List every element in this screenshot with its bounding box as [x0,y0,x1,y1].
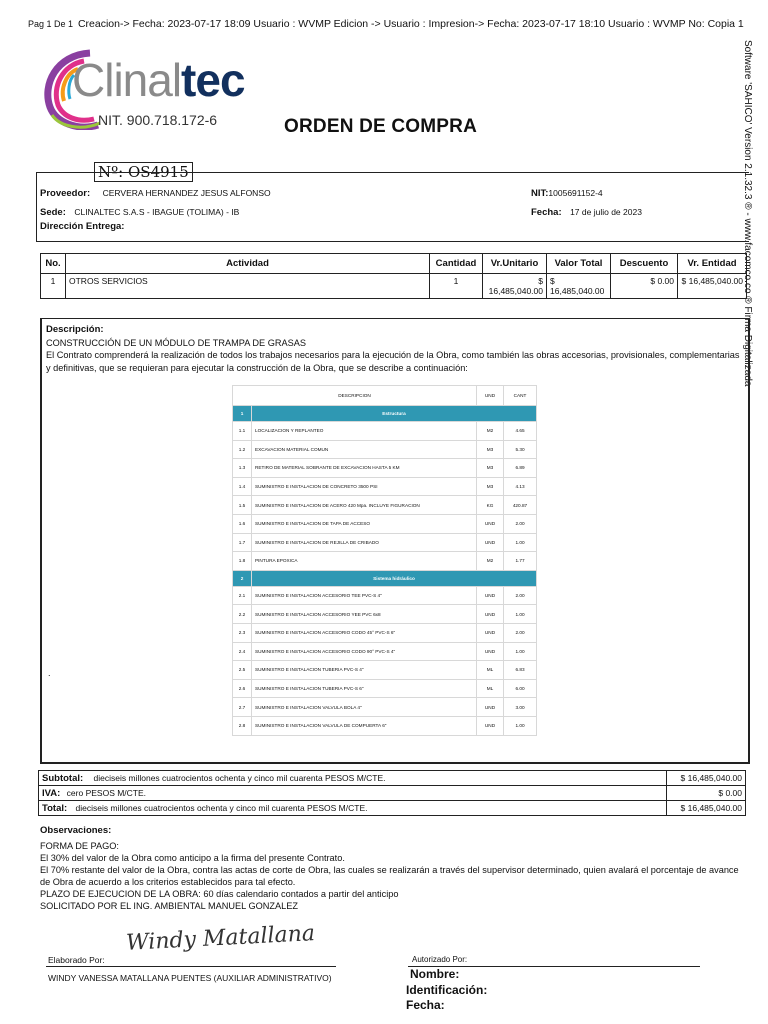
nit-row [531,183,603,201]
item-unit: M3 [477,459,504,478]
fecha-value: 17 de julio de 2023 [570,207,642,217]
item-unit: ML [477,679,504,698]
subtotal-label: Subtotal: [42,772,84,784]
description-line2: El Contrato comprenderá la realización de todos los trabajos necesarios para la ejecución de la Obra, como también las obras accesorias, provisionales, complementarias y definitivas, que se requieran para ejecutar la construcción de la Obra, que se describe a continuación: [46,350,740,373]
company-nit: NIT. 900.718.172-6 [98,112,218,128]
obs-line: PLAZO DE EJECUCION DE LA OBRA: 60 días calendario contados a partir del anticipo [40,889,399,899]
item-code: 2.7 [233,698,252,717]
page-indicator: Pag 1 De 1 [28,19,74,29]
col-vr-unitario: Vr.Unitario [483,254,547,274]
section-title: Sistema hidráulico [252,570,537,586]
order-number: Nº: OS4915 [94,162,193,182]
item-unit: UND [477,642,504,661]
totals-table [38,770,746,816]
obs-line: SOLICITADO POR EL ING. AMBIENTAL MANUEL GONZALEZ [40,901,298,911]
description-line1: CONSTRUCCIÓN DE UN MÓDULO DE TRAMPA DE GRASAS [46,337,307,348]
elaborado-label: Elaborado Por: [48,955,105,965]
table-row [233,552,537,571]
item-description: SUMINISTRO E INSTALACION VALVULA BOLA 4" [252,698,477,717]
cell: $ 0.00 [611,274,678,299]
item-unit: UND [477,514,504,533]
item-unit: UND [477,605,504,624]
item-code: 2.1 [233,586,252,605]
autorizado-label: Autorizado Por: [412,955,468,964]
item-description: PINTURA EPOXICA [252,552,477,571]
audit-line: Creacion-> Fecha: 2023-07-17 18:09 Usuario : WVMP Edicion -> Usuario : Impresion-> Fecha: 2023-07-17 18:10 Usuario : WVMP No: Copia 1 [77,18,744,30]
cell: 1 [41,274,66,299]
item-code: 1.7 [233,533,252,552]
dot-mark: . [48,668,51,678]
item-description: SUMINISTRO E INSTALACION TUBERIA PVC-S 4" [252,661,477,680]
direccion-label: Dirección Entrega: [40,221,125,232]
budget-section-row [233,570,537,586]
total-amount: $ 16,485,040.00 [667,801,746,816]
item-qty: 6.83 [504,661,537,680]
col-descuento: Descuento [611,254,678,274]
nombre-label: Nombre: [410,967,460,981]
sede-label: Sede: [40,207,66,218]
obs-line: FORMA DE PAGO: [40,841,119,851]
provider-label: Proveedor: [40,188,91,199]
item-qty: 420.87 [504,496,537,515]
item-unit: UND [477,586,504,605]
item-description: SUMINISTRO E INSTALACION DE ACERO 420 Mpa. INCLUYE FIGURACION [252,496,477,515]
nit-value: 1005691152-4 [548,188,603,198]
item-unit: KG [477,496,504,515]
table-row [233,642,537,661]
section-title: Estructura [252,406,537,422]
item-code: 2.2 [233,605,252,624]
fecha-row [531,202,642,220]
budget-col-desc: DESCRIPCION [233,386,477,406]
fecha-label: Fecha: [531,207,562,218]
side-software-text: Software 'SAHICO' Version 2.1.32.3 ® - www.facomco.co ® Firma Digitalizada [742,40,753,387]
item-description: SUMINISTRO E INSTALACION DE CONCRETO 3500 PSI [252,477,477,496]
item-description: EXCAVACION MATERIAL COMUN [252,440,477,459]
item-qty: 3.00 [504,698,537,717]
print-header [28,18,744,30]
item-code: 2.5 [233,661,252,680]
table-row [233,661,537,680]
item-qty: 6.89 [504,459,537,478]
iva-label: IVA: [42,787,61,799]
item-qty: 2.00 [504,623,537,642]
subtotal-row [39,771,746,786]
item-unit: ML [477,661,504,680]
cell: $ 16,485,040.00 [678,274,747,299]
item-unit: M3 [477,477,504,496]
obs-line: El 70% restante del valor de la Obra, contra las actas de corte de Obra, las cuales se realizarán a través del supervisor determinado, quien avalará el porcentaje de avance de Obra de acuerdo a los criterios establecidos para tal efecto. [40,865,739,887]
col-actividad: Actividad [66,254,430,274]
item-description: SUMINISTRO E INSTALACION DE REJILLA DE CRIBADO [252,533,477,552]
item-code: 2.6 [233,679,252,698]
cell: OTROS SERVICIOS [66,274,430,299]
item-qty: 1.00 [504,533,537,552]
description-label: Descripción: [46,324,104,335]
table-row [233,422,537,441]
provider-row [40,183,271,201]
obs-line: El 30% del valor de la Obra como anticipo a la firma del presente Contrato. [40,853,345,863]
budget-section-row [233,406,537,422]
table-row [233,440,537,459]
table-row [233,477,537,496]
item-unit: M2 [477,422,504,441]
table-row [233,496,537,515]
table-row [233,716,537,735]
item-qty: 6.00 [504,679,537,698]
table-row [233,605,537,624]
description [46,324,746,374]
item-description: SUMINISTRO E INSTALACION VALVULA DE COMPUERTA 6" [252,716,477,735]
document-title: ORDEN DE COMPRA [284,116,478,137]
item-description: SUMINISTRO E INSTALACION ACCESORIO YEE PVC 6x8 [252,605,477,624]
elaborado-name: WINDY VANESSA MATALLANA PUENTES (AUXILIAR ADMINISTRATIVO) [48,973,332,983]
items-table [40,253,747,299]
item-qty: 1.00 [504,642,537,661]
item-description: SUMINISTRO E INSTALACION ACCESORIO TEE PVC-S 4" [252,586,477,605]
cell: $ 16,485,040.00 [483,274,547,299]
item-qty: 2.00 [504,514,537,533]
item-code: 1.2 [233,440,252,459]
observations-label: Observaciones: [40,825,112,836]
item-qty: 2.00 [504,586,537,605]
cell: 1 [430,274,483,299]
budget-col-und: UND [477,386,504,406]
table-row [233,514,537,533]
table-row [233,533,537,552]
item-code: 2.8 [233,716,252,735]
table-row [233,459,537,478]
table-row [41,274,747,299]
col-valor-total: Valor Total [547,254,611,274]
item-code: 1.6 [233,514,252,533]
table-row [233,586,537,605]
section-number: 1 [233,406,252,422]
section-number: 2 [233,570,252,586]
elaborado-line [46,966,336,967]
col-vr-entidad: Vr. Entidad [678,254,747,274]
col-cantidad: Cantidad [430,254,483,274]
item-unit: UND [477,698,504,717]
sede-row [40,202,239,220]
total-row [39,801,746,816]
logo-text-a: Clinal [72,54,182,106]
item-unit: UND [477,716,504,735]
item-code: 2.4 [233,642,252,661]
item-qty: 1.00 [504,605,537,624]
item-unit: M2 [477,552,504,571]
item-code: 1.1 [233,422,252,441]
item-qty: 4.13 [504,477,537,496]
item-description: RETIRO DE MATERIAL SOBRANTE DE EXCAVACION HASTA 5 KM [252,459,477,478]
logo-text-b: tec [181,54,245,106]
budget-col-cant: CANT [504,386,537,406]
item-unit: UND [477,533,504,552]
budget-header-row [233,386,537,406]
subtotal-text: dieciseis millones cuatrocientos ochenta y cinco mil cuarenta PESOS M/CTE. [93,772,386,783]
provider-value: CERVERA HERNANDEZ JESUS ALFONSO [102,188,271,198]
item-code: 1.4 [233,477,252,496]
sede-value: CLINALTEC S.A.S - IBAGUE (TOLIMA) - IB [74,207,240,217]
iva-amount: $ 0.00 [667,786,746,801]
item-description: SUMINISTRO E INSTALACION DE TAPA DE ACCESO [252,514,477,533]
iva-row [39,786,746,801]
iva-text: cero PESOS M/CTE. [66,787,147,798]
item-qty: 1.77 [504,552,537,571]
table-row [233,623,537,642]
item-code: 1.8 [233,552,252,571]
item-unit: M3 [477,440,504,459]
item-description: SUMINISTRO E INSTALACION ACCESORIO CODO 90° PVC-S 4" [252,642,477,661]
total-label: Total: [42,802,68,814]
table-row [233,679,537,698]
total-text: dieciseis millones cuatrocientos ochenta y cinco mil cuarenta PESOS M/CTE. [75,802,368,813]
fecha-sign-label: Fecha: [406,998,445,1012]
item-unit: UND [477,623,504,642]
col-no: No. [41,254,66,274]
item-code: 2.3 [233,623,252,642]
item-qty: 5.30 [504,440,537,459]
nit-label: NIT: [531,188,549,199]
item-qty: 1.00 [504,716,537,735]
item-code: 1.5 [233,496,252,515]
company-logo [38,45,283,145]
budget-table [232,385,537,736]
item-description: SUMINISTRO E INSTALACION ACCESORIO CODO 45° PVC-S 6" [252,623,477,642]
handwritten-signature: Windy Matallana [125,921,316,956]
cell: $ 16,485,040.00 [547,274,611,299]
table-row [233,698,537,717]
item-qty: 4.65 [504,422,537,441]
observations [40,825,740,912]
identificacion-label: Identificación: [406,983,488,997]
subtotal-amount: $ 16,485,040.00 [667,771,746,786]
item-code: 1.3 [233,459,252,478]
item-description: SUMINISTRO E INSTALACION TUBERIA PVC-S 6" [252,679,477,698]
item-description: LOCALIZACION Y REPLANTEO [252,422,477,441]
